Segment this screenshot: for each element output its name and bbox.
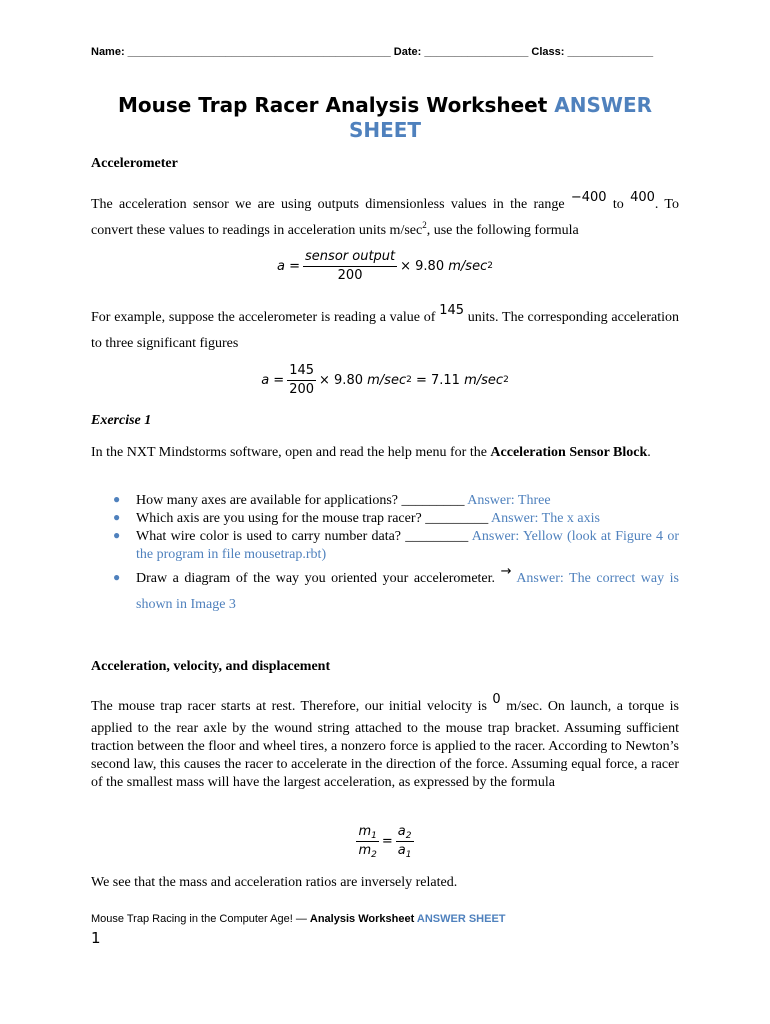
p1-text-a: The acceleration sensor we are using outputs dimensionless values in the range — [91, 197, 565, 212]
question: How many axes are available for applications? _________ — [136, 493, 465, 508]
question-text — [136, 566, 679, 618]
footer-answer-sheet: ANSWER SHEET — [414, 913, 506, 925]
header-name-date-class-line: Name: ___________________________________________ Date: _________________ Class: ______________ — [91, 46, 654, 58]
formula2-lhs: a = — [261, 372, 285, 388]
question: What wire color is used to carry number data? _________ — [136, 529, 469, 544]
title-answer-sheet: ANSWER SHEET — [348, 93, 653, 142]
bullet-icon: ● — [113, 492, 121, 506]
exercise-1-intro — [91, 444, 679, 462]
formula2-denominator: 200 — [289, 381, 315, 397]
formula1-fraction — [303, 249, 397, 284]
answer: Answer: The x axis — [490, 511, 600, 526]
formula1-unit: m/sec — [448, 258, 488, 274]
acceleration-ratio-fraction — [396, 824, 414, 859]
s2-text-a: The mouse trap racer starts at rest. Therefore, our initial velocity is — [91, 699, 487, 714]
formula1-lhs: a = — [277, 258, 301, 274]
question-text — [136, 528, 679, 564]
formula2-numerator: 145 — [287, 363, 316, 381]
acceleration-velocity-displacement-heading: Acceleration, velocity, and displacement — [91, 659, 331, 674]
question: Draw a diagram of the way you oriented your accelerometer. — [136, 571, 496, 586]
accelerometer-paragraph-1 — [91, 192, 679, 244]
formula1-denominator: 200 — [337, 267, 363, 283]
footer-bold: Analysis Worksheet — [309, 913, 415, 925]
footer — [91, 913, 506, 925]
answer: Answer: The correct way is shown in Image 3 — [136, 571, 680, 612]
range-high-value: 400 — [630, 190, 655, 205]
p1-text-c: , use the following formula — [426, 223, 579, 238]
formula2-result: = 7.11 — [415, 372, 460, 388]
p2-text-b: units. The corresponding acceleration to three significant figures — [91, 310, 680, 351]
accelerometer-paragraph-2 — [91, 305, 679, 357]
p1-text-b: . To convert these values to readings in acceleration units m/sec — [91, 197, 680, 238]
formula3-equals: = — [381, 833, 393, 849]
title-main: Mouse Trap Racer Analysis Worksheet — [117, 93, 548, 117]
acceleration-ratio-numerator: $a_2$ — [397, 823, 412, 841]
bullet-icon: ● — [113, 528, 121, 542]
section2-paragraph-2: We see that the mass and acceleration ratios are inversely related. — [91, 875, 458, 890]
section2-paragraph-1 — [91, 694, 679, 792]
bullet-icon: ● — [113, 570, 121, 584]
formula2-multiplier: × 9.80 — [319, 372, 363, 388]
p2-text-a: For example, suppose the accelerometer is reading a value of — [91, 310, 436, 325]
mass-ratio-numerator: $m_1$ — [358, 823, 377, 841]
mass-acceleration-ratio-formula — [91, 819, 679, 863]
formula2-fraction — [287, 363, 316, 398]
page-title — [91, 93, 679, 143]
range-low-value: −400 — [570, 190, 607, 205]
formula1-multiplier: × 9.80 — [400, 258, 445, 274]
exercise-intro-text: In the NXT Mindstorms software, open and read the help menu for the — [91, 445, 487, 460]
exercise-1-heading: Exercise 1 — [91, 413, 152, 428]
formula1-numerator: sensor output — [303, 249, 397, 267]
question-text — [136, 510, 679, 528]
p2-example-value: 145 — [439, 303, 465, 318]
bullet-icon: ● — [113, 510, 121, 524]
question: Which axis are you using for the mouse trap racer? _________ — [136, 511, 489, 526]
mass-ratio-denominator: $m_2$ — [358, 842, 377, 860]
exercise-intro-end: . — [647, 445, 651, 460]
formula2-unit2: m/sec — [464, 372, 504, 388]
answer: Answer: Yellow (look at Figure 4 or the program in file mousetrap.rbt) — [136, 529, 679, 562]
s2-text-b: m/sec. On launch, a torque is applied to the rear axle by the wound string attached to the mouse trap bracket. Assuming sufficient traction between the floor and wheel tires, a nonzero force is applied to the racer. According to Newton’s second law, this causes the racer to accelerate in the direction of the force. Assuming equal force, a racer of the smallest mass will have the largest acceleration, as expressed by the formula — [91, 699, 680, 790]
mass-ratio-fraction — [356, 824, 378, 859]
page-number: 1 — [91, 929, 101, 947]
accelerometer-heading: Accelerometer — [91, 156, 178, 171]
acceleration-formula: a = $\frac{\text{sensor output}}{200}$ × 9.80 m/sec 2 — [277, 248, 493, 283]
p1-superscript: 2 — [422, 220, 427, 230]
vector-arrow-icon: → — [500, 564, 512, 579]
example-acceleration-formula: a = $\frac{145}{200}$ × 9.80 m/sec 2 = 7.11 m/sec 2 — [261, 362, 509, 397]
question-text — [136, 492, 679, 510]
initial-velocity-value: 0 — [492, 692, 501, 707]
answer: Answer: Three — [467, 493, 551, 508]
exercise-intro-bold: Acceleration Sensor Block — [490, 445, 648, 460]
acceleration-ratio-denominator: $a_1$ — [397, 842, 412, 860]
p1-text-to: to — [612, 197, 624, 212]
footer-prefix: Mouse Trap Racing in the Computer Age! — — [91, 913, 310, 925]
formula2-unit1: m/sec — [367, 372, 407, 388]
